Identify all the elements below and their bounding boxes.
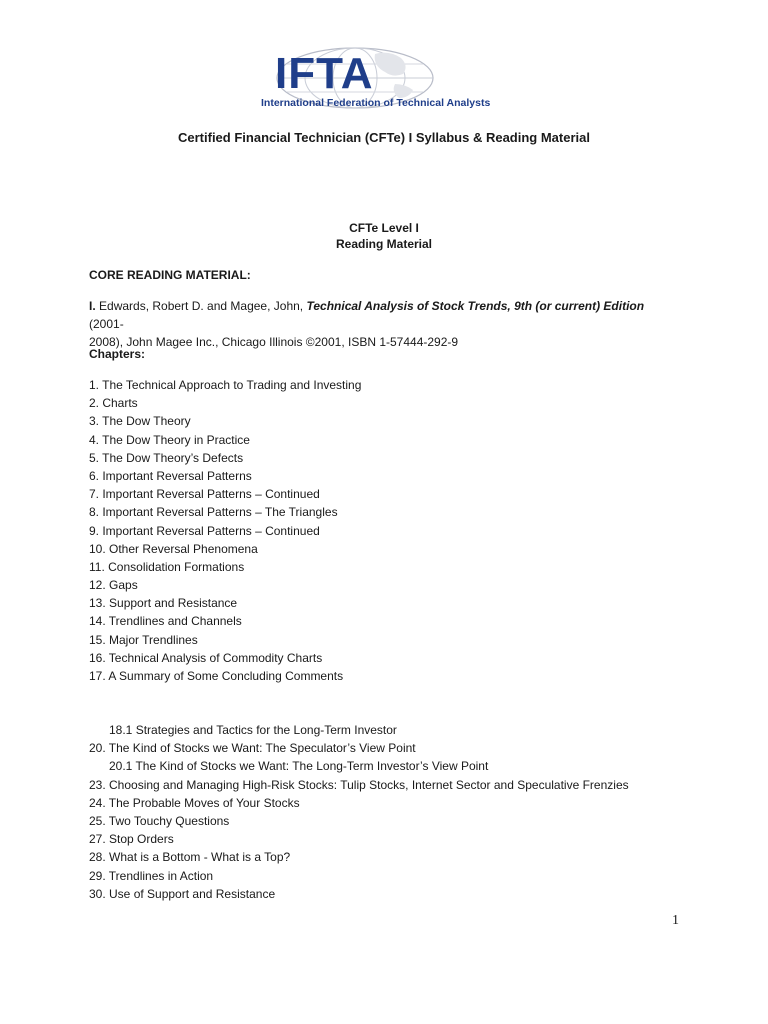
logo-subtext: International Federation of Technical Analysts [261, 97, 491, 109]
reference-authors: Edwards, Robert D. and Magee, John, [99, 299, 307, 313]
list-item: 14. Trendlines and Channels [89, 614, 242, 629]
reference-tail: (2001- [89, 317, 124, 331]
list-item: 2. Charts [89, 396, 138, 411]
list-item: 24. The Probable Moves of Your Stocks [89, 795, 300, 810]
list-item: 20.1 The Kind of Stocks we Want: The Long-Term Investor’s View Point [109, 759, 489, 774]
level-subheading: Reading Material [335, 237, 433, 251]
list-item: 1. The Technical Approach to Trading and Investing [89, 378, 362, 392]
list-item: 20. The Kind of Stocks we Want: The Speculator’s View Point [89, 741, 416, 756]
list-item: 11. Consolidation Formations [89, 559, 245, 574]
level-heading: CFTe Level I [349, 221, 419, 235]
list-item: 16. Technical Analysis of Commodity Charts [89, 650, 323, 665]
list-item: 4. The Dow Theory in Practice [89, 432, 250, 447]
logo-text: IFTA [275, 49, 374, 98]
list-item: 9. Important Reversal Patterns – Continued [89, 523, 320, 538]
list-item: 18.1 Strategies and Tactics for the Long-Term Investor [109, 723, 397, 737]
list-item: 27. Stop Orders [89, 832, 174, 847]
chapters-heading: Chapters: [89, 347, 146, 361]
ifta-logo [255, 44, 515, 116]
list-item: 12. Gaps [89, 578, 138, 593]
page-number: 1 [672, 913, 679, 928]
list-item: 15. Major Trendlines [89, 632, 198, 647]
reference-book-title: Technical Analysis of Stock Trends, 9th (or current) Edition [306, 299, 645, 313]
list-item: 30. Use of Support and Resistance [89, 886, 276, 901]
list-item: 13. Support and Resistance [89, 596, 238, 611]
list-item: 25. Two Touchy Questions [89, 813, 230, 828]
list-item: 17. A Summary of Some Concluding Comments [89, 669, 344, 683]
list-item: 3. The Dow Theory [89, 414, 191, 429]
reference-numeral: I. [89, 299, 96, 313]
list-item: 8. Important Reversal Patterns – The Triangles [89, 505, 338, 520]
book-reference [89, 297, 669, 351]
globe-logo-icon [255, 44, 515, 116]
list-item: 10. Other Reversal Phenomena [89, 541, 258, 556]
list-item: 7. Important Reversal Patterns – Continued [89, 487, 320, 502]
list-item: 28. What is a Bottom - What is a Top? [89, 850, 291, 865]
core-reading-heading: CORE READING MATERIAL: [89, 268, 251, 282]
document-title: Certified Financial Technician (CFTe) I Syllabus & Reading Material [178, 130, 590, 145]
chapter-list [89, 376, 361, 685]
list-item: 5. The Dow Theory’s Defects [89, 450, 244, 465]
list-item: 6. Important Reversal Patterns [89, 468, 252, 483]
list-item: 29. Trendlines in Action [89, 868, 214, 883]
reference-line2: 2008), John Magee Inc., Chicago Illinois ©2001, ISBN 1-57444-292-9 [89, 335, 459, 349]
list-item: 23. Choosing and Managing High-Risk Stocks: Tulip Stocks, Internet Sector and Speculative Frenzies [89, 777, 629, 792]
chapter-list-continued [89, 721, 629, 903]
